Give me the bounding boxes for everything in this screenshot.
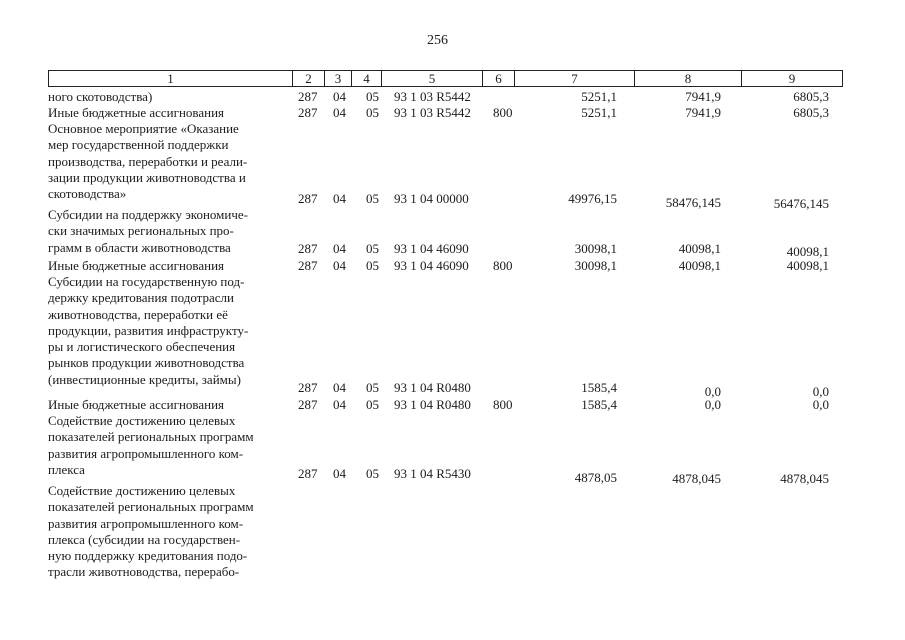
page-number: 256 <box>427 33 448 48</box>
row-8-description: Содействие достижению целевых показателей региональных программ развития агропромышленного ком- плекса <box>48 413 254 477</box>
row-5-description: Иные бюджетные ассигнования <box>48 258 225 273</box>
row-4-description: Субсидии на поддержку экономиче- ски значимых региональных про- грамм в области животноводства <box>48 207 248 255</box>
table-row: 287 04 05 93 1 03 R5442 5251,1 7941,9 6805,3 <box>298 89 829 104</box>
row-3-description: Основное мероприятие «Оказание мер государственной поддержки производства, переработки и реали- зации продукции животноводства и скотоводства» <box>48 121 248 202</box>
table-row: 287 04 05 93 1 04 R0480 800 1585,4 0,0 0,0 <box>298 397 829 412</box>
row-6-description: Субсидии на государственную под- держку кредитования подотрасли животноводства, переработки её продукции, развития инфраструкту- ры и логистического обеспечения рынков продукции животноводства (инвестиционные кредиты, займы) <box>48 274 249 387</box>
table-row: 287 04 05 93 1 04 R5430 4878,05 4878,045 4878,045 <box>298 466 829 486</box>
table-header <box>48 70 843 87</box>
header-col-9: 9 <box>788 71 796 86</box>
table-row: 287 04 05 93 1 03 R5442 800 5251,1 7941,9 6805,3 <box>298 105 829 120</box>
header-col-1: 1 <box>49 71 293 86</box>
row-2-description: Иные бюджетные ассигнования <box>48 105 225 120</box>
header-col-5: 5 <box>382 71 483 86</box>
header-col-8: 8 <box>635 71 742 86</box>
header-col-2: 2 <box>293 71 325 86</box>
table-row: 287 04 05 93 1 04 46090 800 30098,1 40098,1 40098,1 <box>298 258 829 273</box>
table-row: 287 04 05 93 1 04 46090 30098,1 40098,1 40098,1 <box>298 241 829 259</box>
header-col-7: 7 <box>515 71 635 86</box>
header-col-6: 6 <box>483 71 515 86</box>
table-row: 287 04 05 93 1 04 00000 49976,15 58476,145 56476,145 <box>298 191 829 211</box>
row-9-description: Содействие достижению целевых показателей региональных программ развития агропромышленного ком- плекса (субсидии на государствен- ную поддержку кредитования подо- трасли животноводства, перерабо- <box>48 483 254 580</box>
header-col-3: 3 <box>325 71 352 86</box>
row-7-description: Иные бюджетные ассигнования <box>48 397 225 412</box>
table-row: 287 04 05 93 1 04 R0480 1585,4 0,0 0,0 <box>298 380 829 399</box>
row-1-description: ного скотоводства) <box>48 89 153 104</box>
header-col-4: 4 <box>352 71 382 86</box>
